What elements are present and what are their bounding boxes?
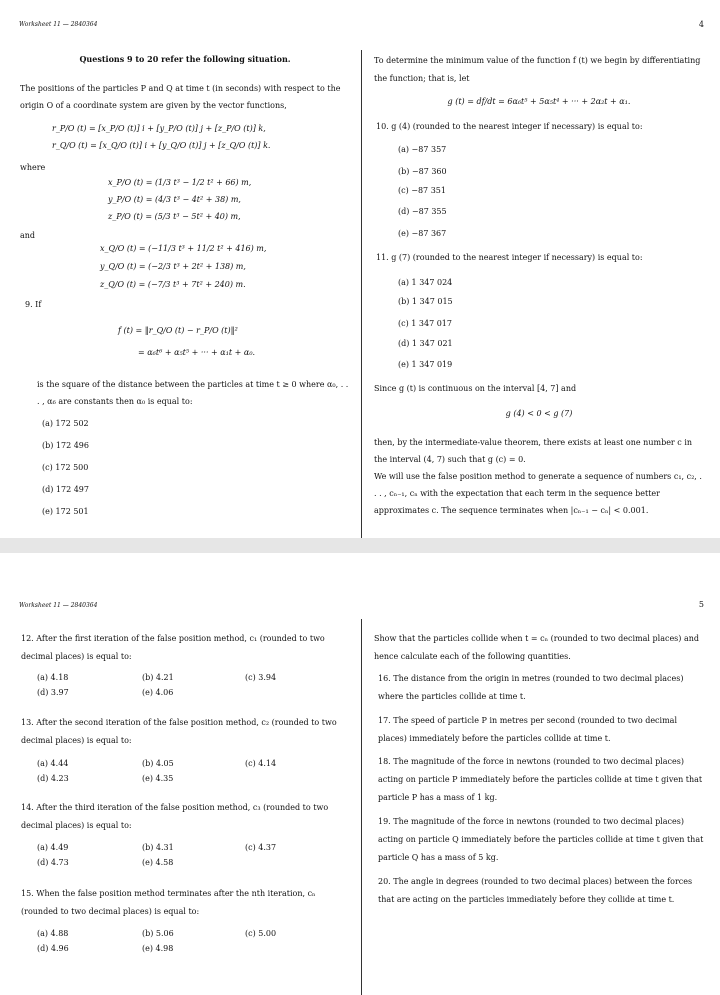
q15-options: [37, 929, 347, 953]
q11-option-b: (b) 1 347 015: [398, 297, 453, 306]
question-9-text: is the square of the distance between the particles at time t ≥ 0 where α₀, . . . , α₆ are constants then α₀ is equal to:: [37, 380, 349, 406]
q15-option-c: (c) 5.00: [245, 929, 277, 938]
false-position-text: We will use the false position method to generate a sequence of numbers c₁, c₂, . . . , cₙ₋₁, cₙ with the expectation that each term in the sequence better approximates c. The sequence terminates when |cₙ₋₁ − cₙ| < 0.001.: [374, 472, 702, 515]
q10-option-c: (c) −87 351: [398, 186, 446, 195]
page-header: Worksheet 11 — 2840364: [19, 21, 98, 28]
q15-option-d: (d) 4.96: [37, 944, 69, 953]
intro-paragraph: The positions of the particles P and Q at time t (in seconds) with respect to the origin O of a coordinate system are given by the vector functions,: [20, 84, 341, 110]
q14-options: [37, 843, 347, 867]
eq-zP: z_P/O (t) = (5/3 t³ − 5t² + 40) m,: [108, 212, 241, 221]
question-20: 20. The angle in degrees (rounded to two decimal places) between the forces that are acting on the particles immediately before they collide at time t.: [378, 877, 693, 904]
eq-inequality: g (4) < 0 < g (7): [505, 409, 573, 418]
q12-option-a: (a) 4.18: [37, 673, 69, 682]
question-16: 16. The distance from the origin in metres (rounded to two decimal places) where the particles collide at time t.: [378, 674, 684, 701]
q9-option-b: (b) 172 496: [42, 441, 89, 450]
question-9-label: 9. If: [25, 300, 42, 309]
q14-option-a: (a) 4.49: [37, 843, 69, 852]
question-10: 10. g (4) (rounded to the nearest integer if necessary) is equal to:: [376, 122, 643, 131]
worksheet-page-5: [0, 553, 720, 995]
eq-zQ: z_Q/O (t) = (−7/3 t³ + 7t² + 240) m.: [100, 280, 246, 289]
q9-option-e: (e) 172 501: [42, 507, 89, 516]
q14-option-e: (e) 4.58: [142, 858, 174, 867]
q10-option-d: (d) −87 355: [398, 207, 447, 216]
q13-option-c: (c) 4.14: [245, 759, 277, 768]
q14-option-d: (d) 4.73: [37, 858, 69, 867]
q14-option-c: (c) 4.37: [245, 843, 277, 852]
q11-option-d: (d) 1 347 021: [398, 339, 453, 348]
q11-option-a: (a) 1 347 024: [398, 278, 453, 287]
q13-option-e: (e) 4.35: [142, 774, 174, 783]
q9-option-d: (d) 172 497: [42, 485, 89, 494]
q12-option-c: (c) 3.94: [245, 673, 277, 682]
continuity-text: Since g (t) is continuous on the interval [4, 7] and: [374, 384, 577, 393]
q12-option-e: (e) 4.06: [142, 688, 174, 697]
eq-f-poly: = α₆t⁶ + α₅t⁵ + ··· + α₁t + α₀.: [138, 348, 256, 357]
question-13: 13. After the second iteration of the false position method, c₂ (rounded to two decimal places) is equal to:: [21, 718, 337, 745]
q9-option-c: (c) 172 500: [42, 463, 89, 472]
q13-option-b: (b) 4.05: [142, 759, 174, 768]
q10-option-e: (e) −87 367: [398, 229, 447, 238]
question-14: 14. After the third iteration of the false position method, c₃ (rounded to two decimal places) is equal to:: [21, 803, 329, 830]
question-17: 17. The speed of particle P in metres per second (rounded to two decimal places) immediately before the particles collide at time t.: [378, 716, 678, 743]
eq-xP: x_P/O (t) = (1/3 t³ − 1/2 t² + 66) m,: [108, 178, 252, 187]
q15-option-b: (b) 5.06: [142, 929, 174, 938]
q11-option-c: (c) 1 347 017: [398, 319, 452, 328]
q10-option-b: (b) −87 360: [398, 167, 447, 176]
eq-f-def: f (t) = ‖r_Q/O (t) − r_P/O (t)‖²: [118, 326, 238, 335]
vector-rP: r_P/O (t) = [x_P/O (t)] i + [y_P/O (t)] j + [z_P/O (t)] k,: [52, 124, 266, 133]
where-label: where: [20, 163, 46, 172]
page-number: 4: [698, 20, 704, 29]
page-header: Worksheet 11 — 2840364: [19, 602, 98, 609]
eq-xQ: x_Q/O (t) = (−11/3 t³ + 11/2 t² + 416) m,: [100, 244, 267, 253]
q10-option-a: (a) −87 357: [398, 145, 447, 154]
question-18: 18. The magnitude of the force in newtons (rounded to two decimal places) acting on particle P immediately before the particles collide at time t given that particle P has a mass of 1 kg.: [378, 757, 703, 802]
right-intro: Show that the particles collide when t = cₙ (rounded to two decimal places) and hence calculate each of the following quantities.: [374, 634, 699, 661]
column-divider: [361, 619, 362, 995]
section-heading: Questions 9 to 20 refer the following situation.: [79, 54, 291, 64]
right-intro: To determine the minimum value of the function f (t) we begin by differentiating the function; that is, let: [374, 56, 701, 83]
q12-options: [37, 673, 347, 697]
q15-option-a: (a) 4.88: [37, 929, 69, 938]
eq-yP: y_P/O (t) = (4/3 t³ − 4t² + 38) m,: [108, 195, 241, 204]
question-19: 19. The magnitude of the force in newtons (rounded to two decimal places) acting on particle Q immediately before the particles collide at time t given that particle Q has a mass of 5 kg.: [378, 817, 704, 862]
question-12: 12. After the first iteration of the false position method, c₁ (rounded to two decimal places) is equal to:: [21, 634, 325, 661]
eq-g-def: g (t) = df/dt = 6α₆t⁵ + 5α₅t⁴ + ··· + 2α₂t + α₁.: [447, 97, 631, 106]
q12-option-d: (d) 3.97: [37, 688, 69, 697]
q14-option-b: (b) 4.31: [142, 843, 174, 852]
q11-option-e: (e) 1 347 019: [398, 360, 453, 369]
eq-yQ: y_Q/O (t) = (−2/3 t³ + 2t² + 138) m,: [100, 262, 246, 271]
q13-option-a: (a) 4.44: [37, 759, 69, 768]
page-number: 5: [698, 600, 704, 609]
q15-option-e: (e) 4.98: [142, 944, 174, 953]
vector-rQ: r_Q/O (t) = [x_Q/O (t)] i + [y_Q/O (t)] j + [z_Q/O (t)] k.: [52, 141, 271, 150]
q9-option-a: (a) 172 502: [42, 419, 89, 428]
q12-option-b: (b) 4.21: [142, 673, 174, 682]
q13-options: [37, 759, 347, 783]
question-11: 11. g (7) (rounded to the nearest integer if necessary) is equal to:: [376, 253, 643, 262]
q13-option-d: (d) 4.23: [37, 774, 69, 783]
column-divider: [361, 50, 362, 538]
ivt-text: then, by the intermediate-value theorem, there exists at least one number c in the interval (4, 7) such that g (c) = 0.: [374, 438, 693, 464]
and-label: and: [20, 231, 36, 240]
question-15: 15. When the false position method terminates after the nth iteration, cₙ (rounded to two decimal places) is equal to:: [21, 889, 316, 916]
